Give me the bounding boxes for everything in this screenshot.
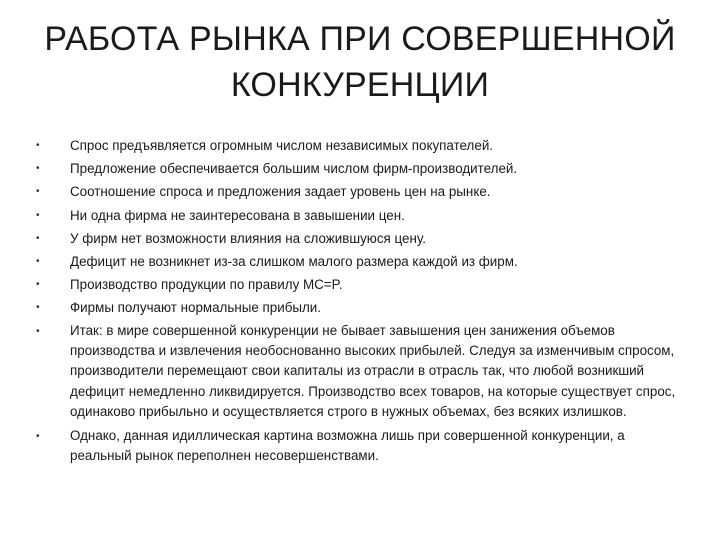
list-item	[36, 250, 686, 273]
bullet-icon: •	[36, 186, 40, 198]
bullet-icon: •	[36, 256, 40, 268]
list-item	[36, 425, 686, 467]
list-item	[36, 134, 686, 157]
list-item-text: Предложение обеспечивается большим числом фирм-производителей.	[70, 161, 518, 177]
slide-title-line-2: КОНКУРЕНЦИИ	[230, 66, 490, 104]
bullet-icon: •	[36, 163, 40, 175]
list-item-text: Дефицит не возникнет из-за слишком малого размера каждой из фирм.	[70, 254, 518, 270]
list-item-text: Фирмы получают нормальные прибыли.	[70, 300, 322, 316]
bullet-icon: •	[36, 430, 40, 442]
list-item	[36, 157, 686, 180]
slide-title	[40, 16, 680, 108]
list-item-text: Ни одна фирма не заинтересована в завышении цен.	[70, 207, 405, 223]
list-item-text: Однако, данная идиллическая картина возможна лишь при совершенной конкуренции, а реальный рынок переполнен несовершенствами.	[70, 427, 625, 464]
list-item	[36, 320, 686, 423]
list-item	[36, 227, 686, 250]
bullet-icon: •	[36, 232, 40, 244]
list-item	[36, 204, 686, 227]
slide-title-line-1: РАБОТА РЫНКА ПРИ СОВЕРШЕННОЙ	[44, 20, 676, 58]
list-item	[36, 296, 686, 319]
bullet-list	[36, 134, 686, 466]
list-item-text: Соотношение спроса и предложения задает уровень цен на рынке.	[70, 184, 491, 200]
list-item	[36, 180, 686, 203]
list-item	[36, 273, 686, 296]
list-item-text: Итак: в мире совершенной конкуренции не бывает завышения цен занижения объемов производства и извлечения необоснованно высоких прибылей. Следуя за изменчивым спросом, производители перемещают свои капиталы из отрасли в отрасль так, что любой возникший дефицит немедленно ликвидируется. Производство всех товаров, на которые существует спрос, одинаково прибыльно и осуществляется строго в нужных объемах, без всяких излишков.	[70, 322, 676, 420]
bullet-icon: •	[36, 209, 40, 221]
bullet-icon: •	[36, 140, 40, 151]
list-item-text: У фирм нет возможности влияния на сложившуюся цену.	[70, 230, 426, 246]
bullet-icon: •	[36, 325, 40, 337]
bullet-icon: •	[36, 279, 40, 291]
list-item-text: Производство продукции по правилу MC=P.	[70, 277, 343, 293]
bullet-icon: •	[36, 302, 40, 314]
list-item-text: Спрос предъявляется огромным числом независимых покупателей.	[70, 138, 494, 153]
